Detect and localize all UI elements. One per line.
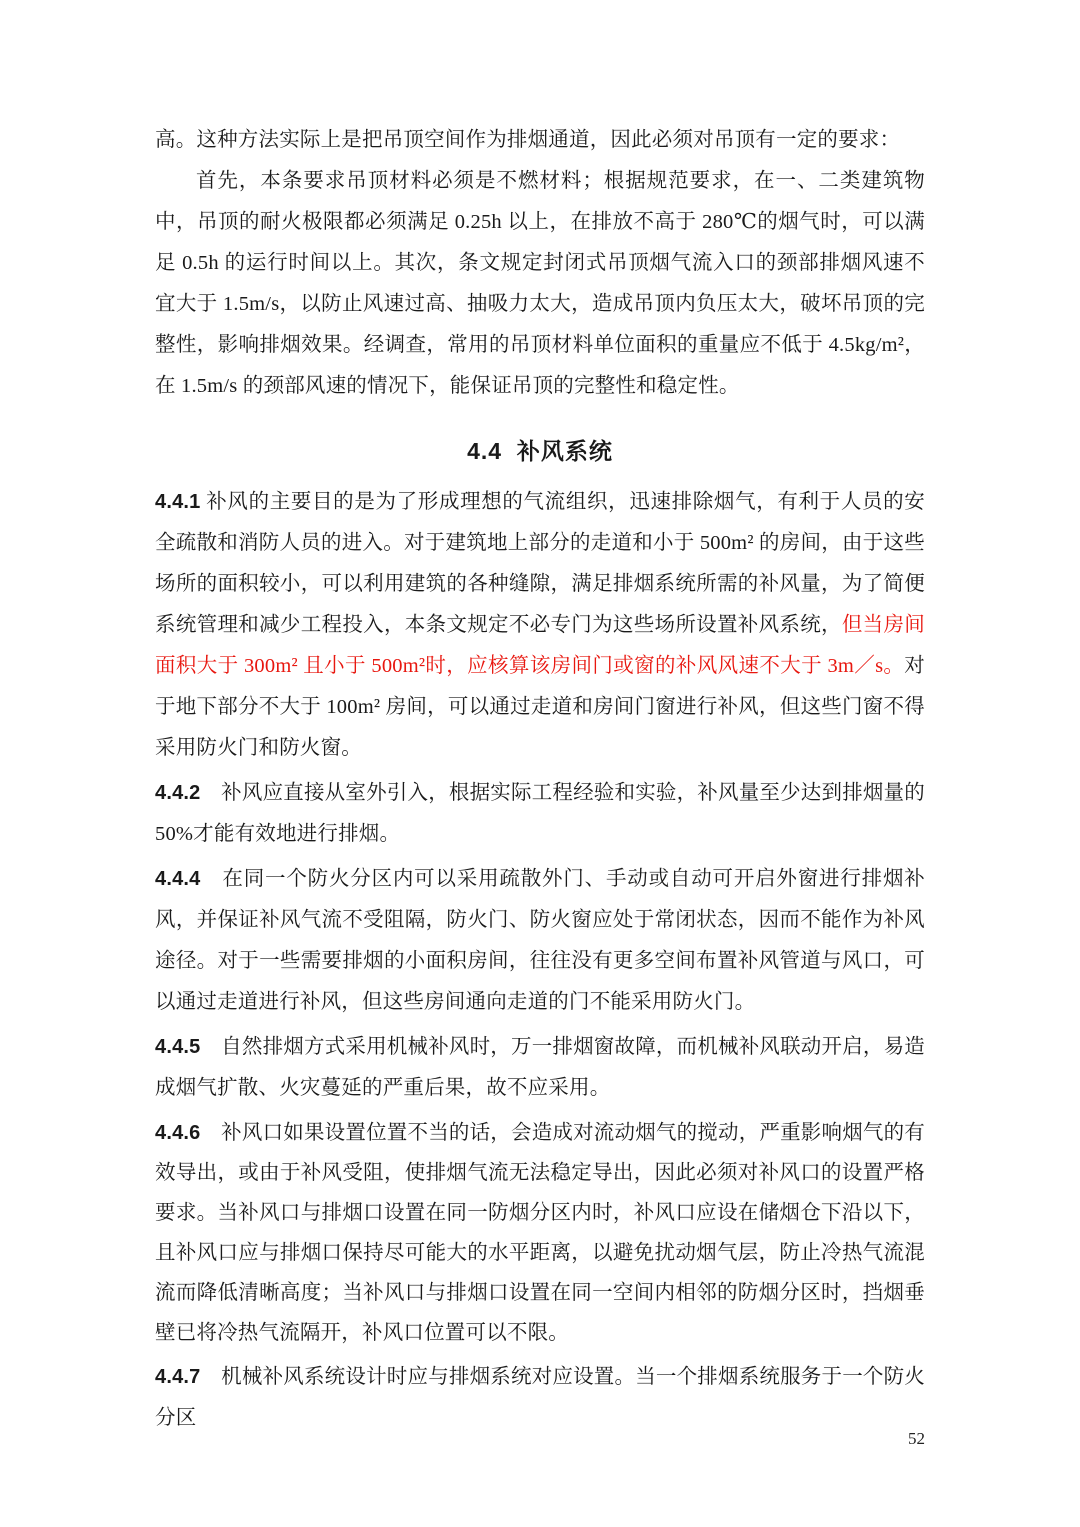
section-heading <box>155 433 925 466</box>
clause-4-4-5 <box>155 1027 925 1109</box>
clause-text: 补风口如果设置位置不当的话，会造成对流动烟气的搅动，严重影响烟气的有效导出，或由于补风受阻，使排烟气流无法稳定导出，因此必须对补风口的设置严格要求。当补风口与排烟口设置在同一防烟分区内时，补风口应设在储烟仓下沿以下，且补风口应与排烟口保持尽可能大的水平距离，以避免扰动烟气层，防止冷热气流混流而降低清晰高度；当补风口与排烟口设置在同一空间内相邻的防烟分区时，挡烟垂壁已将冷热气流隔开，补风口位置可以不限。 <box>155 1122 925 1344</box>
clause-text-red: 但当房间面积大于 300m² 且小于 500m²时，应核算该房间门或窗的补风风速不大于 3m／s。 <box>155 614 925 677</box>
clause-4-4-1 <box>155 482 925 769</box>
clause-4-4-6 <box>155 1113 925 1353</box>
clause-number: 4.4.4 <box>155 868 201 890</box>
clause-4-4-2 <box>155 773 925 855</box>
clause-4-4-4 <box>155 859 925 1023</box>
section-number: 4.4 <box>467 438 503 464</box>
clause-number: 4.4.1 <box>155 491 201 513</box>
clause-number: 4.4.7 <box>155 1366 201 1388</box>
clause-text: 机械补风系统设计时应与排烟系统对应设置。当一个排烟系统服务于一个防火分区 <box>155 1366 925 1429</box>
section-title-text: 补风系统 <box>516 438 613 464</box>
clause-text-black-2: 对于地下部分不大于 100m² 房间，可以通过走道和房间门窗进行补风，但这些门窗不得采用防火门和防火窗。 <box>155 655 925 759</box>
clause-text-black-1: 补风的主要目的是为了形成理想的气流组织，迅速排除烟气，有利于人员的安全疏散和消防人员的进入。对于建筑地上部分的走道和小于 500m² 的房间，由于这些场所的面积较小，可以利用建筑的各种缝隙，满足排烟系统所需的补风量，为了简便系统管理和减少工程投入，本条文规定不必专门为这些场所设置补风系统， <box>155 491 925 636</box>
clause-4-4-7 <box>155 1357 925 1439</box>
clause-text: 在同一个防火分区内可以采用疏散外门、手动或自动可开启外窗进行排烟补风，并保证补风气流不受阻隔，防火门、防火窗应处于常闭状态，因而不能作为补风途径。对于一些需要排烟的小面积房间，往往没有更多空间布置补风管道与风口，可以通过走道进行补风，但这些房间通向走道的门不能采用防火门。 <box>155 868 925 1013</box>
paragraph-ceiling-requirements: 首先，本条要求吊顶材料必须是不燃材料；根据规范要求，在一、二类建筑物中，吊顶的耐火极限都必须满足 0.25h 以上，在排放不高于 280℃的烟气时，可以满足 0.5h 的运行时间以上。其次，条文规定封闭式吊顶烟气流入口的颈部排烟风速不宜大于 1.5m/s，以防止风速过高、抽吸力太大，造成吊顶内负压太大，破坏吊顶的完整性，影响排烟效果。经调查，常用的吊顶材料单位面积的重量应不低于 4.5kg/m²，在 1.5m/s 的颈部风速的情况下，能保证吊顶的完整性和稳定性。 <box>155 170 925 397</box>
clause-text: 补风应直接从室外引入，根据实际工程经验和实验，补风量至少达到排烟量的 50%才能有效地进行排烟。 <box>155 782 925 845</box>
clause-number: 4.4.2 <box>155 782 201 804</box>
clause-text: 自然排烟方式采用机械补风时，万一排烟窗故障，而机械补风联动开启，易造成烟气扩散、火灾蔓延的严重后果，故不应采用。 <box>155 1036 925 1099</box>
clause-number: 4.4.6 <box>155 1122 201 1144</box>
clause-number: 4.4.5 <box>155 1036 201 1058</box>
page-number: 52 <box>908 1429 925 1448</box>
paragraph-intro: 高。这种方法实际上是把吊顶空间作为排烟通道，因此必须对吊顶有一定的要求： <box>155 129 901 151</box>
